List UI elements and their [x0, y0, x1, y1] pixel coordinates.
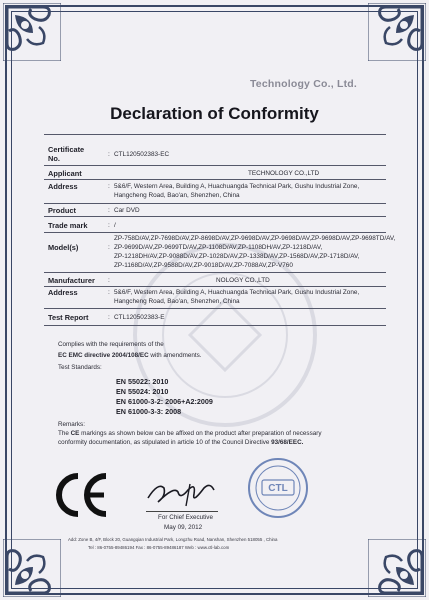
company-name-header: Technology Co., Ltd.	[249, 78, 357, 90]
corner-ornament-top-right	[368, 3, 426, 61]
document-title: Declaration of Conformity	[110, 104, 319, 123]
complies-text: Complies with the requirements of the	[58, 341, 164, 348]
manufacturer-value: NOLOGY CO.,LTD	[216, 277, 270, 284]
certificate-label: Certificate	[48, 145, 85, 154]
test-report-label: Test Report	[48, 313, 89, 322]
divider	[44, 134, 386, 135]
ce-word: CE	[70, 430, 80, 437]
manufacturer-address-line-2: Hangcheng Road, Bao'an, Shenzhen, China	[114, 298, 240, 305]
standard-item: EN 55024: 2010	[116, 387, 169, 396]
divider	[44, 179, 386, 180]
divider	[44, 216, 386, 217]
trademark-label: Trade mark	[48, 221, 88, 230]
manufacturer-address-label: Address	[48, 288, 78, 297]
standard-item: EN 61000-3-3: 2008	[116, 407, 182, 416]
signature-date: May 09, 2012	[164, 524, 203, 531]
divider	[44, 325, 386, 326]
signature-role: For Chief Executive	[158, 514, 213, 521]
address-line-1: 5&6/F, Western Area, Building A, Huachuangda Technical Park, Gushu Industrial Zone,	[114, 183, 360, 190]
remarks-block	[58, 420, 370, 447]
divider	[44, 203, 386, 204]
trademark-value: /	[114, 222, 116, 229]
divider	[44, 272, 386, 273]
models-label: Model(s)	[48, 243, 79, 252]
applicant-label: Applicant	[48, 169, 82, 178]
remarks-label: Remarks:	[58, 421, 85, 428]
models-line-4: ZP-1168D/AV,ZP-9588D/AV,ZP-9018D/AV,ZP-7088AV,ZP-V760	[114, 262, 293, 269]
product-value: Car DVD	[114, 207, 140, 214]
standard-item: EN 55022: 2010	[116, 377, 169, 386]
models-line-3: ZP-1218DH/AV,ZP-9088D/AV,ZP-1028D/AV,ZP-1338D/AV,ZP-1568D/AV,ZP-1718D/AV,	[114, 253, 360, 260]
signature	[144, 478, 224, 508]
certificate-page: Technology Co., Ltd. Declaration of Conformity Certificate No. : CTL120502383-EC Applicant TECHNOLOGY CO.,LTD Address : 5&6/F, Western Area, Building A, Huachuangda Technical Park, Gushu Industrial Zone, Hangcheng Road, Bao'an, Shenzhen, China Product : Car DVD Trade mark : / Model(s) : ZP-758D/AV,ZP-7698D/AV,ZP-8698D/AV,ZP-9698D/AV,ZP-9698D/AV,ZP-9698D/AV,ZP-9698TD/AV, ZP-9699D/AV,ZP-9699TD/AV,ZP-1108D/AV,ZP-1108DH/AV,ZP-1218D/AV, ZP-1218DH/AV,ZP-9088D/AV,ZP-1028D/AV,ZP-1338D/AV,ZP-1568D/AV,ZP-1718D/AV, ZP-1168D/AV,ZP-9588D/AV,ZP-9018D/AV,ZP-7088AV,ZP-V760 Manufacturer : NOLOGY CO.,LTD Address : 5&6/F, Western Area, Building A, Huachuangda Technical Park, Gushu Industrial Zone, Hangcheng Road, Bao'an, Shenzhen, China Test Report : CTL120502383-E Complies with the requirements of the EC EMC directive 2004/108/EC with amendments. Test Standards: EN 55022: 2010 EN 55024: 2010 EN 61000-3-2: 2006+A2:2009 EN 61000-3-3: 2008 Remarks: The CE markings as shown below can be affixed on the product after preparation of necessary conformity documentation, as stipulated in article 10 of the Council Directive 93/68/EEC. For Chief Executive May 09, 2012 CTL Add: Zone B, 4/F, Block 20, Guangqian Industrial Park, Longzhu Road, Nanshan, Shenzhen 518055 , China Tel : 86-0755-89486194 Fax : 86-0755-89486187 Web : www.ctl-lab.com	[0, 0, 429, 600]
corner-ornament-top-left	[3, 3, 61, 61]
signature-line	[146, 511, 218, 512]
directive-suffix: with amendments.	[148, 352, 202, 359]
stamp-text: CTL	[268, 483, 288, 494]
corner-ornament-bottom-left	[3, 539, 61, 597]
footer-contact: Tel : 86-0755-89486194 Fax : 86-0755-89486187 Web : www.ctl-lab.com	[88, 545, 230, 550]
certificate-no-value: CTL120502383-EC	[114, 151, 170, 158]
divider	[44, 165, 386, 166]
test-standards-label: Test Standards:	[58, 364, 102, 371]
directive-text	[58, 352, 202, 359]
address-label: Address	[48, 182, 78, 191]
divider	[44, 308, 386, 309]
standard-item: EN 61000-3-2: 2006+A2:2009	[116, 397, 213, 406]
ctl-stamp-seal	[246, 456, 310, 520]
applicant-value: TECHNOLOGY CO.,LTD	[248, 170, 320, 177]
models-line-2: ZP-9699D/AV,ZP-9699TD/AV,ZP-1108D/AV,ZP-1108DH/AV,ZP-1218D/AV,	[114, 244, 323, 251]
product-label: Product	[48, 206, 76, 215]
divider	[44, 232, 386, 233]
remarks-line-2: conformity documentation, as stipulated in article 10 of the Council Directive 93/68/EEC.	[58, 439, 304, 446]
footer-address: Add: Zone B, 4/F, Block 20, Guangqian Industrial Park, Longzhu Road, Nanshan, Shenzhen 518055 , China	[68, 537, 278, 542]
divider	[44, 286, 386, 287]
models-line-1: ZP-758D/AV,ZP-7698D/AV,ZP-8698D/AV,ZP-9698D/AV,ZP-9698D/AV,ZP-9698D/AV,ZP-9698TD/AV,	[114, 235, 396, 242]
ce-mark-logo	[52, 470, 110, 520]
remarks-line-1: The CE markings as shown below can be affixed on the product after preparation of necessary	[58, 430, 322, 437]
test-report-value: CTL120502383-E	[114, 314, 165, 321]
manufacturer-label: Manufacturer	[48, 276, 95, 285]
remarks-directive: 93/68/EEC.	[271, 439, 304, 446]
manufacturer-address-line-1: 5&6/F, Western Area, Building A, Huachuangda Technical Park, Gushu Industrial Zone,	[114, 289, 360, 296]
certificate-no-label: No.	[48, 154, 60, 163]
address-line-2: Hangcheng Road, Bao'an, Shenzhen, China	[114, 192, 240, 199]
directive-name: EC EMC directive 2004/108/EC	[58, 352, 149, 359]
